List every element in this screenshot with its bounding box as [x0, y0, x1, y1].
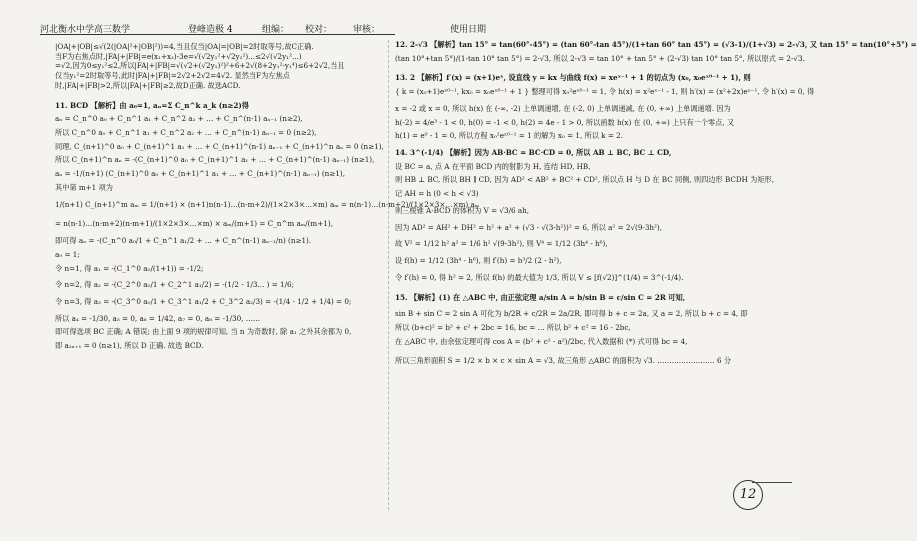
page-header — [0, 0, 800, 36]
q14-line: 则 HB ⊥ BC, 所以 BH ∥ CD, 因为 AD² < AB² + BC² + CD², 所以点 H 与 D 在 BC 同侧, 则四边形 BCDH 为矩形, — [395, 175, 775, 185]
q11-line: 令 n=2, 得 a₂ = -(C_2^0 a₀/1 + C_2^1 a₁/2) = -(1/2 - 1/3... ) = 1/6; — [55, 280, 295, 290]
q11-line: a₀ = 1; — [55, 249, 80, 259]
q11-line: = n(n-1)…(n-m+2)(n-m+1)/(1×2×3×…×m) × aₘ/(m+1) = C_n^m aₘ/(m+1), — [55, 219, 333, 229]
q11-line: aₙ = -1/(n+1) (C_(n+1)^0 a₀ + C_(n+1)^1 a₁ + … + C_(n+1)^(n-1) aₙ₋₁) (n≥1), — [55, 169, 345, 179]
series-title: 登峰造极 4 — [188, 25, 233, 35]
q10-line: =√2,因为0≤y₁²≤2,所以|FA|+|FB|=√(√2+(√2y₁)²)²+6+2√(8+2y₁²-y₁⁴)≤6+2√2,当且 — [55, 61, 345, 71]
group-label: 组编： — [262, 25, 290, 35]
q11-line: 令 n=3, 得 a₃ = -(C_3^0 a₀/1 + C_3^1 a₁/2 + C_3^2 a₂/3) = -(1/4 - 1/2 + 1/4) = 0; — [55, 296, 352, 306]
q14-line: 因为 AD² = AH² + DH² = h² + a² + (√3 - √(3-h²))² = 6, 所以 a² = 2√(9-3h²), — [395, 222, 663, 232]
q13-line: { k = (x₀+1)eˣ⁰⁻¹, kx₀ = x₀eˣ⁰⁻¹ + 1 } 整理可得 x₀²eˣ⁰⁻¹ = 1, 令 h(x) = x²eˣ⁻¹ - 1, 则 h′(x) = (x²+2x)eˣ⁻¹, 令 h′(x) = 0, 得 — [395, 87, 815, 97]
q14-line: 设 BC = a, 点 A 在平面 BCD 内的射影为 H, 连结 HD, HB, — [395, 161, 591, 171]
q14-line: 故 V² = 1/12 h² a² = 1/6 h² √(9-3h²), 则 V⁴ = 1/12 (3h⁴ - h⁶), — [395, 239, 608, 249]
q14-line: 则三棱锥 A-BCD 的体积为 V = √3/6 ah, — [395, 205, 530, 215]
pen-stroke — [752, 482, 792, 483]
q10-line: 当F为右焦点时,|FA|+|FB|=e(x₁+x₂)-3e=√(√2y₁²+√2y₂²)...≤2√(√2y₁²...) — [55, 51, 302, 61]
q14-line: 令 f′(h) = 0, 得 h² = 2, 所以 f(h) 的最大值为 1/3, 所以 V ≤ [f(√2)]^(1/4) = 3^(-1/4). — [395, 272, 684, 282]
q11-line: 即 a₂ₙ₊₁ = 0 (n≥1), 所以 D 正确. 故选 BCD. — [55, 341, 204, 351]
date-label: 使用日期 — [450, 25, 487, 35]
q11-heading: 11. BCD 【解析】由 a₀=1, aₙ=Σ C_n^k a_k (n≥2)得 — [55, 100, 249, 110]
q12-line: 12. 2-√3 【解析】tan 15° = tan(60°-45°) = (tan 60°-tan 45°)/(1+tan 60° tan 45°) = (√3-1)/(1+√3) = 2-√3, 又 tan 15° = tan(10°+5°) = — [395, 40, 917, 49]
q10-line: |OA|+|OB|≤√(2(|OA|²+|OB|²))=4,当且仅当|OA|=|OB|=2时取等号,故C正确. — [55, 42, 314, 51]
q11-line: 所以 C_(n+1)^n aₙ = -(C_(n+1)^0 a₀ + C_(n+1)^1 a₁ + … + C_(n+1)^(n-1) aₙ₋₁) (n≥1), — [55, 155, 375, 165]
q11-line: 1/(n+1) C_(n+1)^m aₘ = 1/(n+1) × (n+1)n(n-1)…(n-m+2)/(1×2×3×…×m) aₘ = n(n-1)…(n-m+2)/(1×2×3×…×m) aₘ — [55, 199, 480, 209]
q11-line: 即可得 aₙ = -(C_n^0 a₀/1 + C_n^1 a₁/2 + … + C_n^(n-1) aₙ₋₁/n) (n≥1). — [55, 236, 312, 246]
q15-line: 在 △ABC 中, 由余弦定理可得 cos A = (b² + c² - a²)/2bc, 代入数据和 (*) 式可得 bc = 4, — [395, 336, 688, 346]
q11-line: 令 n=1, 得 a₁ = -(C_1^0 a₀/(1+1)) = -1/2; — [55, 263, 204, 273]
q13-line: h(-2) = 4/e³ - 1 < 0, h(0) = -1 < 0, h(2) = 4e - 1 > 0, 所以函数 h(x) 在 (0, +∞) 上只有一个零点, 又 — [395, 117, 735, 127]
header-rule — [40, 34, 395, 35]
q15-line: 所以 (b+c)² = b² + c² + 2bc = 16, bc = ... 所以 b² + c² = 16 - 2bc, — [395, 322, 631, 332]
q14-line: 设 f(h) = 1/12 (3h⁴ - h⁶), 则 f′(h) = h³/2 (2 - h²), — [395, 256, 562, 266]
right-column — [395, 40, 917, 366]
q13-line: x = -2 或 x = 0, 所以 h(x) 在 (-∞, -2) 上单调递增, 在 (-2, 0) 上单调递减, 在 (0, +∞) 上单调递增. 因为 — [395, 103, 731, 113]
q11-line: aₙ = C_n^0 a₀ + C_n^1 a₁ + C_n^2 a₂ + … + C_n^(n-1) aₙ₋₁ (n≥2), — [55, 114, 303, 124]
page-number: 12 — [733, 480, 763, 510]
q11-line: 同理, C_(n+1)^0 a₀ + C_(n+1)^1 a₁ + … + C_(n+1)^(n-1) aₙ₋₁ + C_(n+1)^n aₙ = 0 (n≥1), — [55, 141, 384, 151]
school-title: 河北衡水中学高三数学 — [40, 25, 131, 35]
q15-line: sin B + sin C = 2 sin A 可化为 b/2R + c/2R = 2a/2R, 即可得 b + c = 2a, 又 a = 2, 所以 b + c = 4, 即 — [395, 309, 748, 319]
review-label: 审核： — [353, 25, 381, 35]
q11-line: 即可得选项 BC 正确; A 错误; 由上面 9 项的规律可知, 当 n 为奇数时, 除 a₁ 之外其余都为 0, — [55, 327, 352, 337]
q11-line: 其中第 m+1 项为 — [55, 182, 113, 192]
q14-line: 14. 3^(-1/4) 【解析】因为 AB·BC = BC·CD = 0, 所以 AB ⊥ BC, BC ⊥ CD, — [395, 148, 672, 158]
q13-line: 13. 2 【解析】f′(x) = (x+1)eˣ, 设直线 y = kx 与曲线 f(x) = xeˣ⁻¹ + 1 的切点为 (x₀, x₀eˣ⁰⁻¹ + 1), 则 — [395, 73, 751, 83]
q12-line: (tan 10°+tan 5°)/(1-tan 10° tan 5°) = 2-√3, 所以 2-√3 = tan 10° + tan 5° + (2-√3) tan 10° tan 5°, 所以原式 = 2-√3. — [395, 53, 805, 63]
q10-line: 仅当y₁²=2时取等号,此时|FA|+|FB|=2√2+2√2=4√2. 显然当F为左焦点 — [55, 71, 290, 81]
q10-line: 时,|FA|+|FB|>2,所以|FA|+|FB|≥2,故D正确. 故选ACD. — [55, 80, 241, 90]
check-label: 校对： — [305, 25, 333, 35]
q11-line: 所以 C_n^0 a₀ + C_n^1 a₁ + C_n^2 a₂ + … + C_n^(n-1) aₙ₋₁ = 0 (n≥2), — [55, 128, 317, 138]
q15-line: 15. 【解析】(1) 在 △ABC 中, 由正弦定理 a/sin A = b/sin B = c/sin C = 2R 可知, — [395, 292, 686, 302]
column-divider — [388, 40, 389, 510]
q13-line: h(1) = e⁰ - 1 = 0, 所以方程 x₀²eˣ⁰⁻¹ = 1 的解为 x₀ = 1, 所以 k = 2. — [395, 131, 623, 141]
q15-line: 所以三角形面积 S = 1/2 × b × c × sin A = √3, 故三角形 △ABC 的面积为 √3. …………………… 6 分 — [395, 356, 732, 366]
q11-line: 所以 a₄ = -1/30, a₅ = 0, a₆ = 1/42, a₇ = 0, a₈ = -1/30, …… — [55, 313, 261, 323]
q14-line: 记 AH = h (0 < h < √3) — [395, 189, 479, 199]
